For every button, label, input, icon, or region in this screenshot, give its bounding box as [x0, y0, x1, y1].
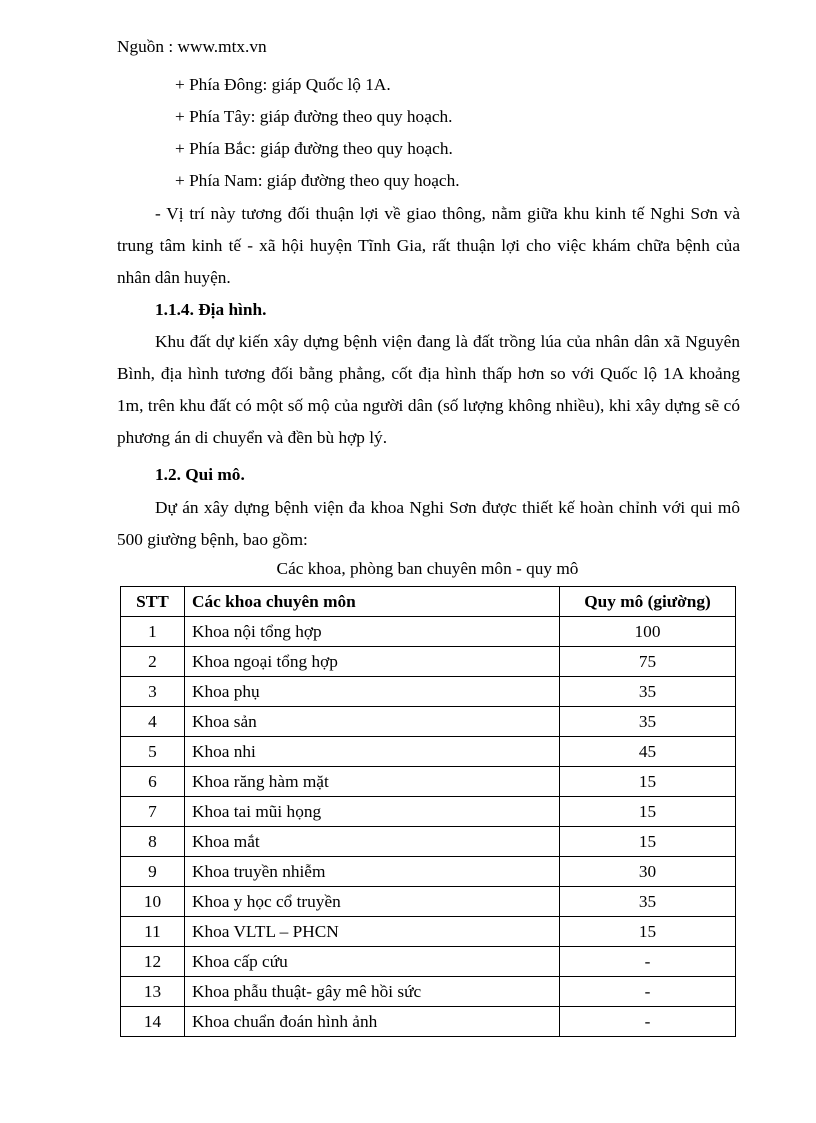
- scale-paragraph: Dự án xây dựng bệnh viện đa khoa Nghi Sơn được thiết kế hoàn chỉnh với qui mô 500 giường bệnh, bao gồm:: [117, 498, 740, 549]
- row-stt: 4: [121, 707, 185, 737]
- row-department: Khoa phẫu thuật- gây mê hồi sức: [185, 977, 560, 1007]
- row-stt: 5: [121, 737, 185, 767]
- boundary-south: + Phía Nam: giáp đường theo quy hoạch.: [175, 171, 460, 190]
- row-stt: 3: [121, 677, 185, 707]
- table-row: [121, 947, 736, 977]
- row-stt: 13: [121, 977, 185, 1007]
- table-caption: Các khoa, phòng ban chuyên môn - quy mô: [276, 559, 579, 578]
- row-beds: -: [560, 1007, 736, 1037]
- row-stt: 2: [121, 647, 185, 677]
- row-department: Khoa mắt: [185, 827, 560, 857]
- table-row: [121, 917, 736, 947]
- source-line: Nguồn : www.mtx.vn: [117, 37, 267, 56]
- location-paragraph: - Vị trí này tương đối thuận lợi về giao thông, nằm giữa khu kinh tế Nghi Sơn và trung tâm kinh tế - xã hội huyện Tĩnh Gia, rất thuận lợi cho việc khám chữa bệnh của nhân dân huyện.: [117, 204, 740, 287]
- row-stt: 14: [121, 1007, 185, 1037]
- row-stt: 10: [121, 887, 185, 917]
- row-stt: 12: [121, 947, 185, 977]
- row-stt: 8: [121, 827, 185, 857]
- table-row: [121, 707, 736, 737]
- row-stt: 11: [121, 917, 185, 947]
- row-beds: 35: [560, 887, 736, 917]
- header-department: Các khoa chuyên môn: [185, 587, 560, 617]
- table-row: [121, 1007, 736, 1037]
- row-department: Khoa ngoại tổng hợp: [185, 647, 560, 677]
- department-table: [120, 586, 736, 1037]
- row-department: Khoa nội tổng hợp: [185, 617, 560, 647]
- row-department: Khoa sản: [185, 707, 560, 737]
- table-row: [121, 797, 736, 827]
- terrain-paragraph: Khu đất dự kiến xây dựng bệnh viện đang là đất trồng lúa của nhân dân xã Nguyên Bình, địa hình tương đối bằng phẳng, cốt địa hình thấp hơn so với Quốc lộ 1A khoảng 1m, trên khu đất có một số mộ của người dân (số lượng không nhiều), khi xây dựng sẽ có phương án di chuyển và đền bù hợp lý.: [117, 332, 740, 447]
- terrain-heading: 1.1.4. Địa hình.: [155, 300, 267, 319]
- row-beds: 100: [560, 617, 736, 647]
- row-stt: 1: [121, 617, 185, 647]
- row-department: Khoa răng hàm mặt: [185, 767, 560, 797]
- boundary-east: + Phía Đông: giáp Quốc lộ 1A.: [175, 75, 391, 94]
- boundary-north: + Phía Bắc: giáp đường theo quy hoạch.: [175, 139, 453, 158]
- row-stt: 7: [121, 797, 185, 827]
- table-row: [121, 767, 736, 797]
- row-beds: 35: [560, 677, 736, 707]
- row-beds: 35: [560, 707, 736, 737]
- row-beds: 75: [560, 647, 736, 677]
- row-beds: 15: [560, 797, 736, 827]
- scale-heading: 1.2. Qui mô.: [155, 465, 245, 484]
- row-department: Khoa cấp cứu: [185, 947, 560, 977]
- table-row: [121, 737, 736, 767]
- table-row: [121, 977, 736, 1007]
- header-beds: Quy mô (giường): [560, 587, 736, 617]
- table-row: [121, 647, 736, 677]
- row-beds: -: [560, 977, 736, 1007]
- row-department: Khoa VLTL – PHCN: [185, 917, 560, 947]
- boundary-west: + Phía Tây: giáp đường theo quy hoạch.: [175, 107, 453, 126]
- row-department: Khoa y học cổ truyền: [185, 887, 560, 917]
- table-row: [121, 857, 736, 887]
- row-beds: 15: [560, 827, 736, 857]
- row-department: Khoa truyền nhiễm: [185, 857, 560, 887]
- row-department: Khoa tai mũi họng: [185, 797, 560, 827]
- row-beds: -: [560, 947, 736, 977]
- header-stt: STT: [121, 587, 185, 617]
- table-row: [121, 677, 736, 707]
- row-beds: 15: [560, 767, 736, 797]
- table-header-row: [121, 587, 736, 617]
- table-row: [121, 617, 736, 647]
- row-stt: 9: [121, 857, 185, 887]
- row-department: Khoa phụ: [185, 677, 560, 707]
- row-beds: 30: [560, 857, 736, 887]
- row-stt: 6: [121, 767, 185, 797]
- row-beds: 45: [560, 737, 736, 767]
- table-row: [121, 887, 736, 917]
- row-department: Khoa chuẩn đoán hình ảnh: [185, 1007, 560, 1037]
- table-row: [121, 827, 736, 857]
- row-department: Khoa nhi: [185, 737, 560, 767]
- row-beds: 15: [560, 917, 736, 947]
